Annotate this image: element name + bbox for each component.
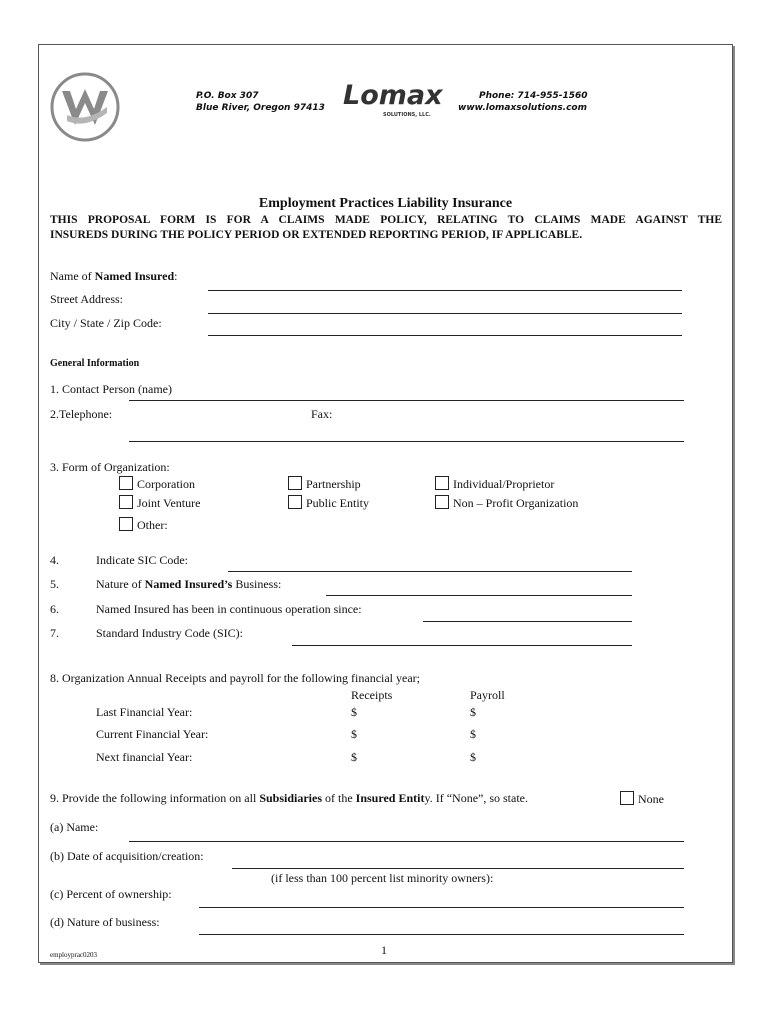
other-checkbox[interactable] <box>119 517 133 531</box>
public-entity-checkbox[interactable] <box>288 495 302 509</box>
street-address-field[interactable] <box>208 313 682 314</box>
payroll-header: Payroll <box>470 688 505 702</box>
q6-number: 6. <box>50 602 59 616</box>
last-year-payroll[interactable]: $ <box>470 705 476 719</box>
joint-venture-checkbox[interactable] <box>119 495 133 509</box>
individual-checkbox[interactable] <box>435 476 449 490</box>
form-of-organization-label: 3. Form of Organization: <box>50 460 170 474</box>
next-year-receipts[interactable]: $ <box>351 750 357 764</box>
address-line2: Blue River, Oregon 97413 <box>196 103 325 113</box>
lomax-w-logo <box>49 71 121 143</box>
option-partnership[interactable]: Partnership <box>288 476 361 492</box>
nonprofit-checkbox[interactable] <box>435 495 449 509</box>
standard-industry-code-field[interactable] <box>292 645 632 646</box>
option-joint-venture[interactable]: Joint Venture <box>119 495 200 511</box>
acquisition-date-field[interactable] <box>232 868 684 869</box>
fax-label: Fax: <box>311 407 333 421</box>
percent-ownership-field[interactable] <box>199 907 684 908</box>
option-nonprofit[interactable]: Non – Profit Organization <box>435 495 578 511</box>
none-option[interactable]: None <box>620 791 664 807</box>
next-year-payroll[interactable]: $ <box>470 750 476 764</box>
nature-of-subsidiary-business-label: (d) Nature of business: <box>50 915 160 929</box>
standard-industry-code-label: Standard Industry Code (SIC): <box>96 626 243 640</box>
corporation-checkbox[interactable] <box>119 476 133 490</box>
phone-number: Phone: 714-955-1560 <box>479 91 588 101</box>
option-individual-proprietor[interactable]: Individual/Proprietor <box>435 476 554 492</box>
none-checkbox[interactable] <box>620 791 634 805</box>
acquisition-date-label: (b) Date of acquisition/creation: <box>50 849 204 863</box>
receipts-header: Receipts <box>351 688 393 702</box>
partnership-checkbox[interactable] <box>288 476 302 490</box>
q7-number: 7. <box>50 626 59 640</box>
city-state-zip-label: City / State / Zip Code: <box>50 316 162 330</box>
named-insured-label: Name of Named Insured: <box>50 269 178 283</box>
named-insured-field[interactable] <box>208 290 682 291</box>
current-year-payroll[interactable]: $ <box>470 727 476 741</box>
address-line1: P.O. Box 307 <box>196 91 259 101</box>
option-other[interactable]: Other: <box>119 517 168 533</box>
minority-owners-note: (if less than 100 percent list minority owners): <box>271 871 494 885</box>
form-code: employprac0203 <box>50 951 98 959</box>
nature-of-business-label: Nature of Named Insured’s Business: <box>96 577 282 591</box>
current-year-label: Current Financial Year: <box>96 727 209 741</box>
q5-number: 5. <box>50 577 59 591</box>
page-number: 1 <box>381 943 387 957</box>
contact-person-label: 1. Contact Person (name) <box>50 382 172 396</box>
next-year-label: Next financial Year: <box>96 750 193 764</box>
brand-name: Lomax <box>343 80 443 111</box>
brand-subtitle: SOLUTIONS, LLC. <box>383 112 431 118</box>
sic-code-label: Indicate SIC Code: <box>96 553 188 567</box>
telephone-fax-field[interactable] <box>129 441 684 442</box>
option-corporation[interactable]: Corporation <box>119 476 195 492</box>
general-information-heading: General Information <box>50 358 140 369</box>
percent-ownership-label: (c) Percent of ownership: <box>50 887 172 901</box>
sic-code-field[interactable] <box>228 571 632 572</box>
subsidiary-name-field[interactable] <box>129 841 684 842</box>
subsidiaries-label: 9. Provide the following information on all Subsidiaries of the Insured Entity. If “None”, so state. <box>50 791 529 805</box>
last-year-receipts[interactable]: $ <box>351 705 357 719</box>
annual-receipts-label: 8. Organization Annual Receipts and payroll for the following financial year; <box>50 671 421 685</box>
last-year-label: Last Financial Year: <box>96 705 193 719</box>
telephone-label: 2.Telephone: <box>50 407 113 421</box>
form-page <box>38 44 733 963</box>
nature-of-subsidiary-business-field[interactable] <box>199 934 684 935</box>
website: www.lomaxsolutions.com <box>458 103 587 113</box>
contact-person-field[interactable] <box>129 400 684 401</box>
form-title: Employment Practices Liability Insurance <box>258 196 513 211</box>
subsidiary-name-label: (a) Name: <box>50 820 99 834</box>
nature-of-business-field[interactable] <box>326 595 632 596</box>
continuous-operation-label: Named Insured has been in continuous operation since: <box>96 602 362 616</box>
q4-number: 4. <box>50 553 59 567</box>
current-year-receipts[interactable]: $ <box>351 727 357 741</box>
city-state-zip-field[interactable] <box>208 335 682 336</box>
continuous-operation-field[interactable] <box>423 621 632 622</box>
option-public-entity[interactable]: Public Entity <box>288 495 369 511</box>
notice-line1: THIS PROPOSAL FORM IS FOR A CLAIMS MADE POLICY, RELATING TO CLAIMS MADE AGAINST THE <box>50 214 722 226</box>
street-address-label: Street Address: <box>50 292 123 306</box>
notice-line2: INSUREDS DURING THE POLICY PERIOD OR EXTENDED REPORTING PERIOD, IF APPLICABLE. <box>50 229 583 241</box>
